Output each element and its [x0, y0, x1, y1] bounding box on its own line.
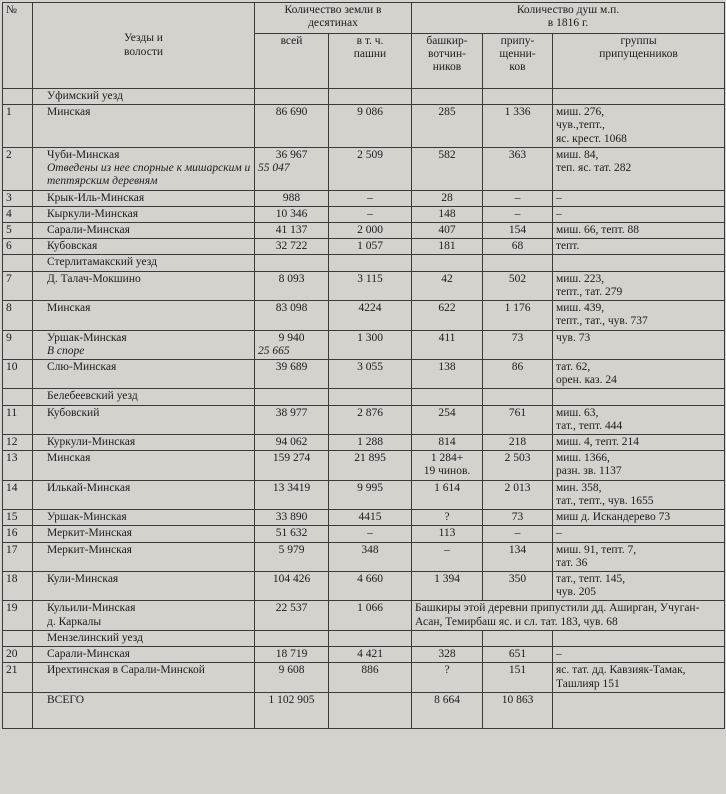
land-arable: 4224: [329, 301, 412, 330]
district-cell: [33, 480, 255, 509]
section-number-cell: [3, 255, 33, 271]
bashkir-count: 285: [412, 105, 483, 148]
land-total: 36 967: [275, 148, 308, 161]
district-name: Чуби-Минская: [47, 148, 120, 161]
bashkir-count: 622: [412, 301, 483, 330]
district-name: Меркит-Минская: [47, 527, 132, 540]
land-total-cell: [255, 147, 329, 190]
total-land: 1 102 905: [255, 692, 329, 728]
district-name: Кули-Минская: [47, 573, 119, 585]
row-number: 6: [3, 239, 33, 255]
district-cell: [33, 206, 255, 222]
land-arable: 1 057: [329, 239, 412, 255]
land-total-cell: [255, 435, 329, 451]
land-total-cell: [255, 647, 329, 663]
admitted-count: 2 013: [483, 480, 553, 509]
section-empty-cell: [255, 389, 329, 405]
table-row: [3, 451, 725, 480]
col-header-land-total: всей: [255, 34, 329, 89]
district-cell: [33, 239, 255, 255]
table-row: [3, 480, 725, 509]
district-cell: [33, 271, 255, 300]
land-total: 9 608: [278, 664, 305, 677]
section-title: Мензелинский уезд: [33, 630, 255, 646]
land-total-cell: [255, 480, 329, 509]
admitted-groups: –: [553, 647, 725, 663]
admitted-count: 73: [483, 510, 553, 526]
land-total-cell: [255, 301, 329, 330]
section-empty-cell: [483, 89, 553, 105]
district-cell: [33, 222, 255, 238]
land-arable: 1 300: [329, 330, 412, 359]
land-arable: 3 055: [329, 359, 412, 388]
section-empty-cell: [329, 630, 412, 646]
district-name: Кульили-Минская д. Каркалы: [47, 602, 136, 628]
row-number: 3: [3, 190, 33, 206]
land-arable: –: [329, 206, 412, 222]
row-number: 2: [3, 147, 33, 190]
land-arable: –: [329, 190, 412, 206]
land-note-value: 55 047: [258, 162, 290, 175]
admitted-count: 134: [483, 542, 553, 571]
col-header-number: №: [3, 3, 33, 89]
row-number: 16: [3, 526, 33, 542]
district-name: Минская: [47, 106, 91, 119]
land-total: 22 537: [275, 602, 308, 615]
section-empty-cell: [553, 630, 725, 646]
land-arable: 1 066: [329, 601, 412, 630]
section-empty-cell: [553, 255, 725, 271]
land-total: 38 977: [275, 406, 308, 419]
row-number: 5: [3, 222, 33, 238]
land-arable: 2 000: [329, 222, 412, 238]
table-row: [3, 435, 725, 451]
district-cell: [33, 601, 255, 630]
land-arable: 886: [329, 663, 412, 692]
district-cell: [33, 542, 255, 571]
admitted-groups: миш д. Искандерево 73: [553, 510, 725, 526]
section-empty-cell: [483, 255, 553, 271]
total-bashkir: 8 664: [412, 692, 483, 728]
land-total: 104 426: [272, 573, 311, 585]
land-total: 5 979: [278, 543, 305, 556]
admitted-count: 651: [483, 647, 553, 663]
admitted-groups: миш. 63, тат., тепт. 444: [553, 405, 725, 434]
table-row: [3, 572, 725, 601]
land-total-cell: [255, 542, 329, 571]
row-number: 1: [3, 105, 33, 148]
district-cell: [33, 105, 255, 148]
admitted-count: 2 503: [483, 451, 553, 480]
bashkir-count: 181: [412, 239, 483, 255]
land-total: 10 346: [275, 207, 308, 220]
land-arable: 9 995: [329, 480, 412, 509]
land-total-cell: [255, 190, 329, 206]
col-header-district: Уезды и волости: [33, 3, 255, 89]
section-empty-cell: [329, 389, 412, 405]
land-arable: 21 895: [329, 451, 412, 480]
admitted-groups: миш. 66, тепт. 88: [553, 222, 725, 238]
admitted-groups: –: [553, 206, 725, 222]
admitted-count: 1 176: [483, 301, 553, 330]
table-row: [3, 542, 725, 571]
table-row: [3, 330, 725, 359]
district-name: Крык-Иль-Минская: [47, 191, 145, 204]
land-total-cell: [255, 510, 329, 526]
section-empty-cell: [412, 255, 483, 271]
section-empty-cell: [483, 630, 553, 646]
admitted-groups: миш. 1366, разн. зв. 1137: [553, 451, 725, 480]
land-arable: 3 115: [329, 271, 412, 300]
total-groups: [553, 692, 725, 728]
table-row: [3, 147, 725, 190]
admitted-count: 73: [483, 330, 553, 359]
section-row: [3, 630, 725, 646]
table-row: [3, 105, 725, 148]
bashkir-count: 407: [412, 222, 483, 238]
district-cell: [33, 572, 255, 601]
total-label: ВСЕГО: [33, 692, 255, 728]
admitted-count: 154: [483, 222, 553, 238]
land-total-cell: [255, 405, 329, 434]
row-number: 18: [3, 572, 33, 601]
land-total: 33 890: [275, 511, 308, 524]
admitted-count: 502: [483, 271, 553, 300]
section-empty-cell: [412, 89, 483, 105]
section-row: [3, 389, 725, 405]
admitted-groups: тат., тепт. 145, чув. 205: [553, 572, 725, 601]
row-number: 8: [3, 301, 33, 330]
section-row: [3, 255, 725, 271]
row-number: 13: [3, 451, 33, 480]
district-name: Сарали-Минская: [47, 648, 130, 661]
table-row: [3, 663, 725, 692]
table-body: [3, 89, 725, 729]
district-cell: [33, 147, 255, 190]
row-number: 20: [3, 647, 33, 663]
section-empty-cell: [329, 255, 412, 271]
row-number: 4: [3, 206, 33, 222]
total-number-cell: [3, 692, 33, 728]
admitted-count: 86: [483, 359, 553, 388]
land-total: 159 274: [272, 452, 311, 465]
land-total-cell: [255, 271, 329, 300]
land-total-cell: [255, 206, 329, 222]
admitted-groups: тат. 62, орен. каз. 24: [553, 359, 725, 388]
table-row: [3, 301, 725, 330]
table-row: [3, 510, 725, 526]
land-arable: 2 876: [329, 405, 412, 434]
land-total-cell: [255, 330, 329, 359]
row-number: 19: [3, 601, 33, 630]
land-total-cell: [255, 663, 329, 692]
col-group-souls: Количество душ м.п. в 1816 г.: [412, 3, 725, 34]
district-name: Уршак-Минская: [47, 331, 127, 344]
bashkir-count: 328: [412, 647, 483, 663]
section-title: Стерлитамакский уезд: [33, 255, 255, 271]
district-cell: [33, 359, 255, 388]
bashkir-count: 1 284+ 19 чинов.: [412, 451, 483, 480]
land-total: 8 093: [278, 272, 305, 285]
admitted-count: 68: [483, 239, 553, 255]
table-row: [3, 601, 725, 630]
district-name: Д. Талач-Мокшино: [47, 272, 141, 285]
land-total-cell: [255, 572, 329, 601]
bashkir-count: ?: [412, 663, 483, 692]
admitted-groups: миш. 91, тепт. 7, тат. 36: [553, 542, 725, 571]
bashkir-count: 582: [412, 147, 483, 190]
admitted-groups: миш. 4, тепт. 214: [553, 435, 725, 451]
row-number: 12: [3, 435, 33, 451]
land-total-cell: [255, 359, 329, 388]
col-header-groups: группы припущенников: [553, 34, 725, 89]
bashkir-count: 411: [412, 330, 483, 359]
land-total-cell: [255, 451, 329, 480]
bashkir-count: 113: [412, 526, 483, 542]
land-arable: –: [329, 526, 412, 542]
district-name: Куркули-Минская: [47, 436, 136, 449]
bashkir-count: 28: [412, 190, 483, 206]
row-number: 14: [3, 480, 33, 509]
district-cell: [33, 647, 255, 663]
land-arable: 1 288: [329, 435, 412, 451]
section-empty-cell: [553, 89, 725, 105]
land-total: 988: [282, 191, 301, 204]
district-cell: [33, 526, 255, 542]
table-row: [3, 359, 725, 388]
table-row: [3, 647, 725, 663]
admitted-groups: миш. 84, теп. яс. тат. 282: [553, 147, 725, 190]
district-cell: [33, 510, 255, 526]
district-name: Ирехтинская в Сарали-Минской: [47, 664, 205, 677]
row-number: 10: [3, 359, 33, 388]
district-name: Меркит-Минская: [47, 543, 132, 556]
land-arable: 4 421: [329, 647, 412, 663]
admitted-count: –: [483, 526, 553, 542]
land-arable: 4 660: [329, 572, 412, 601]
land-total: 9 940: [278, 331, 305, 344]
land-total: 39 689: [275, 360, 308, 373]
section-empty-cell: [483, 389, 553, 405]
section-empty-cell: [255, 630, 329, 646]
admitted-count: 350: [483, 572, 553, 601]
district-cell: [33, 451, 255, 480]
land-arable: 4415: [329, 510, 412, 526]
row-number: 15: [3, 510, 33, 526]
section-empty-cell: [329, 89, 412, 105]
land-total-cell: [255, 222, 329, 238]
admitted-groups: миш. 276, чув.,тепт., яс. крест. 1068: [553, 105, 725, 148]
land-total: 18 719: [275, 648, 308, 661]
table-row: [3, 271, 725, 300]
land-total-cell: [255, 601, 329, 630]
section-number-cell: [3, 630, 33, 646]
admitted-groups: –: [553, 190, 725, 206]
land-total: 41 137: [275, 223, 308, 236]
land-arable: 348: [329, 542, 412, 571]
admitted-groups: тепт.: [553, 239, 725, 255]
district-note: Отведены из нее спорные к мишарским и тептярским деревням: [47, 162, 251, 188]
district-cell: [33, 301, 255, 330]
row-number: 11: [3, 405, 33, 434]
district-cell: [33, 405, 255, 434]
district-name: Слю-Минская: [47, 360, 117, 373]
district-note: В споре: [47, 344, 85, 357]
land-arable: 2 509: [329, 147, 412, 190]
section-empty-cell: [255, 89, 329, 105]
col-header-land-arable: в т. ч. пашни: [329, 34, 412, 89]
row-number: 21: [3, 663, 33, 692]
admitted-count: –: [483, 190, 553, 206]
bashkir-count: –: [412, 542, 483, 571]
admitted-count: 1 336: [483, 105, 553, 148]
land-total-cell: [255, 105, 329, 148]
section-empty-cell: [553, 389, 725, 405]
admitted-groups: миш. 439, тепт., тат., чув. 737: [553, 301, 725, 330]
land-total: 32 722: [275, 240, 308, 253]
total-arable: [329, 692, 412, 728]
land-total: 94 062: [275, 436, 308, 449]
bashkir-count: 42: [412, 271, 483, 300]
row-number: 7: [3, 271, 33, 300]
land-total: 13 3419: [272, 481, 311, 494]
table-row: [3, 222, 725, 238]
land-total: 86 690: [275, 106, 308, 119]
district-cell: [33, 190, 255, 206]
district-name: Илькай-Минская: [47, 481, 131, 494]
land-note-value: 25 665: [258, 344, 290, 357]
admitted-count: –: [483, 206, 553, 222]
district-name: Минская: [47, 452, 91, 465]
section-number-cell: [3, 389, 33, 405]
district-name: Кубовский: [47, 406, 100, 419]
bashkir-count: 148: [412, 206, 483, 222]
table-row: [3, 239, 725, 255]
total-admitted: 10 863: [483, 692, 553, 728]
admitted-groups: мин. 358, тат., тепт., чув. 1655: [553, 480, 725, 509]
section-title: Белебеевский уезд: [33, 389, 255, 405]
table-row: [3, 526, 725, 542]
section-empty-cell: [412, 389, 483, 405]
district-cell: [33, 330, 255, 359]
bashkir-count: 814: [412, 435, 483, 451]
bashkir-count: 1 614: [412, 480, 483, 509]
district-cell: [33, 663, 255, 692]
section-empty-cell: [255, 255, 329, 271]
bashkir-count: 138: [412, 359, 483, 388]
admitted-count: 218: [483, 435, 553, 451]
district-cell: [33, 435, 255, 451]
admitted-groups: миш. 223, тепт., тат. 279: [553, 271, 725, 300]
district-name: Минская: [47, 302, 91, 315]
col-header-admitted: припу- щенни- ков: [483, 34, 553, 89]
district-name: Сарали-Минская: [47, 223, 130, 236]
bashkir-count: 254: [412, 405, 483, 434]
admitted-groups: –: [553, 526, 725, 542]
section-title: Уфимский уезд: [33, 89, 255, 105]
row-number: 9: [3, 330, 33, 359]
land-total: 51 632: [275, 527, 308, 540]
land-total: 83 098: [275, 302, 308, 315]
col-group-land: Количество земли в десятинах: [255, 3, 412, 34]
admitted-count: 151: [483, 663, 553, 692]
admitted-count: 363: [483, 147, 553, 190]
district-name: Уршак-Минская: [47, 511, 127, 524]
row-number: 17: [3, 542, 33, 571]
total-row: [3, 692, 725, 728]
land-total-cell: [255, 526, 329, 542]
merged-note: Башкиры этой деревни припустили дд. Аширган, Учуган- Асан, Темирбаш яс. и сл. тат. 183, чув. 68: [412, 601, 725, 630]
section-empty-cell: [412, 630, 483, 646]
bashkir-count: ?: [412, 510, 483, 526]
section-row: [3, 89, 725, 105]
land-total-cell: [255, 239, 329, 255]
table-row: [3, 190, 725, 206]
table-row: [3, 206, 725, 222]
bashkir-count: 1 394: [412, 572, 483, 601]
admitted-groups: чув. 73: [553, 330, 725, 359]
section-number-cell: [3, 89, 33, 105]
col-header-bashkir: башкир- вотчин- ников: [412, 34, 483, 89]
district-name: Кыркули-Минская: [47, 207, 138, 220]
land-population-table: [2, 2, 725, 729]
admitted-groups: яс. тат. дд. Кавзияк-Тамак, Ташлияр 151: [553, 663, 725, 692]
land-arable: 9 086: [329, 105, 412, 148]
table-row: [3, 405, 725, 434]
district-name: Кубовская: [47, 240, 98, 253]
admitted-count: 761: [483, 405, 553, 434]
